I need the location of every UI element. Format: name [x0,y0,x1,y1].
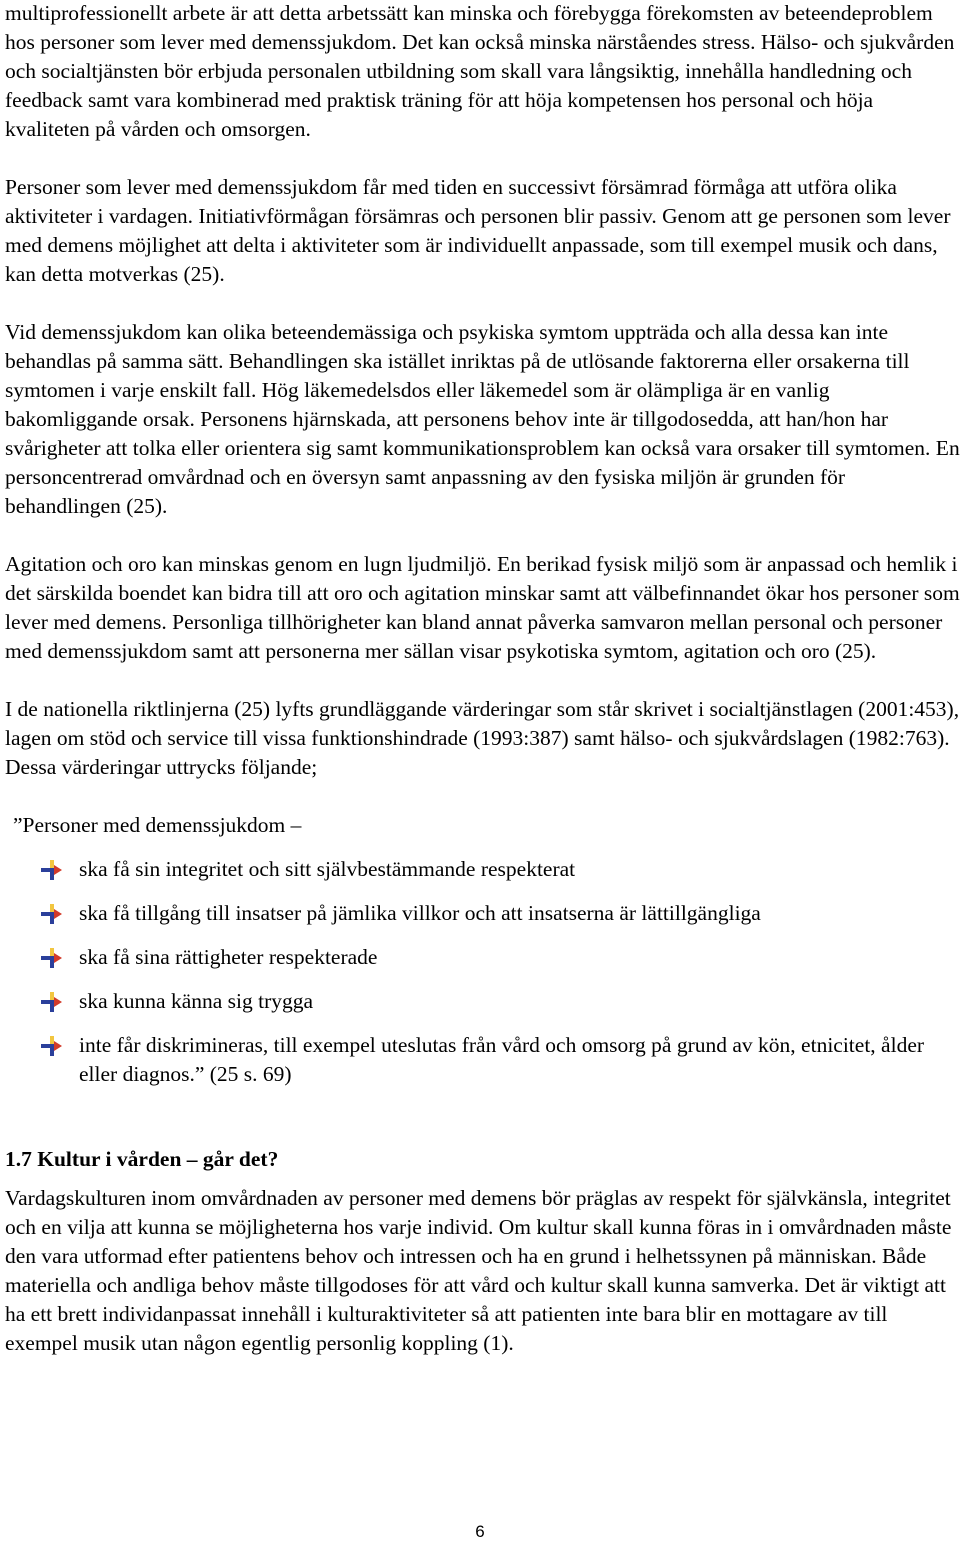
paragraph-daily-activities: Personer som lever med demenssjukdom får med tiden en successivt försämrad förmåga att utföra olika aktiviteter i vardagen. Initiativförmågan försämras och personen blir passiv. Genom att ge personen som lever med demens möjlighet att delta i aktiviteter som är individuellt anpassade, som till exempel musik och dans, kan detta motverkas (25). [5,175,951,286]
page-content [5,0,960,1387]
list-item [5,855,960,884]
list-item-text: ska få sina rättigheter respekterade [79,945,378,969]
paragraph-national-guidelines: I de nationella riktlinjerna (25) lyfts grundläggande värderingar som står skrivet i socialtjänstlagen (2001:453), lagen om stöd och service till vissa funktionshindrade (1993:387) samt hälso- och sjukvårdslagen (1982:763). Dessa värderingar uttrycks följande; [5,697,960,779]
list-item [5,987,960,1016]
list-item [5,899,960,928]
arrow-bullet-icon [41,860,63,880]
list-item [5,943,960,972]
arrow-bullet-icon [41,948,63,968]
values-list [5,855,960,1089]
list-item [5,1031,960,1089]
quote-intro: ”Personer med demenssjukdom – [13,813,302,837]
list-item-text: inte får diskrimineras, till exempel uteslutas från vård och omsorg på grund av kön, etnicitet, ålder eller diagnos.” (25 s. 69) [79,1033,925,1086]
list-item-text: ska få tillgång till insatser på jämlika villkor och att insatserna är lättillgängliga [79,901,761,925]
paragraph-professional-training: multiprofessionellt arbete är att detta arbetssätt kan minska och förebygga förekomsten av beteendeproblem hos personer som lever med demenssjukdom. Det kan också minska närståendes stress. Hälso- och sjukvården och socialtjänsten bör erbjuda personalen utbildning som skall vara långsiktig, innehålla handledning och feedback samt vara kombinerad med praktisk träning för att höja kompetensen hos personal och höja kvaliteten på vården och omsorgen. [5,1,955,141]
list-item-text: ska få sin integritet och sitt självbestämmande respekterat [79,857,576,881]
page-number: 6 [475,1522,485,1541]
paragraph-agitation-environment: Agitation och oro kan minskas genom en lugn ljudmiljö. En berikad fysisk miljö som är anpassad och hemlik i det särskilda boendet kan bidra till att oro och agitation minskar samt att välbefinnandet ökar hos personer som lever med demens. Personliga tillhörigheter kan bland annat påverka samvaron mellan personal och personer med demenssjukdom samt att personerna mer sällan visar psykotiska symtom, agitation och oro (25). [5,552,960,663]
paragraph-culture-in-care: Vardagskulturen inom omvårdnaden av personer med demens bör präglas av respekt för självkänsla, integritet och en vilja att kunna se möjligheterna hos varje individ. Om kultur skall kunna föras in i omvårdnaden måste den vara utformad efter patientens behov och intressen och ha en grund i helhetssynen på människan. Både materiella och andliga behov måste tillgodoses för att vård och kultur skall kunna samverka. Det är viktigt att ha ett brett individanpassat innehåll i kulturaktiviteter så att patienten inte bara blir en mottagare av till exempel musik utan någon egentlig personlig koppling (1). [5,1186,952,1355]
arrow-bullet-icon [41,1036,63,1056]
paragraph-behavioral-symptoms: Vid demenssjukdom kan olika beteendemässiga och psykiska symtom uppträda och alla dessa kan inte behandlas på samma sätt. Behandlingen ska istället inriktas på de utlösande faktorerna eller orsakerna till symtomen i varje enskilt fall. Hög läkemedelsdos eller läkemedel som är olämpliga är en vanlig bakomliggande orsak. Personens hjärnskada, att personens behov inte är tillgodosedda, att han/hon har svårigheter att tolka eller orientera sig samt kommunikationsproblem kan också vara orsaker till symtomen. En personcentrerad omvårdnad och en översyn samt anpassning av den fysiska miljön är grunden för behandlingen (25). [5,320,960,518]
arrow-bullet-icon [41,904,63,924]
arrow-bullet-icon [41,992,63,1012]
section-heading: 1.7 Kultur i vården – går det? [5,1147,279,1171]
list-item-text: ska kunna känna sig trygga [79,989,314,1013]
